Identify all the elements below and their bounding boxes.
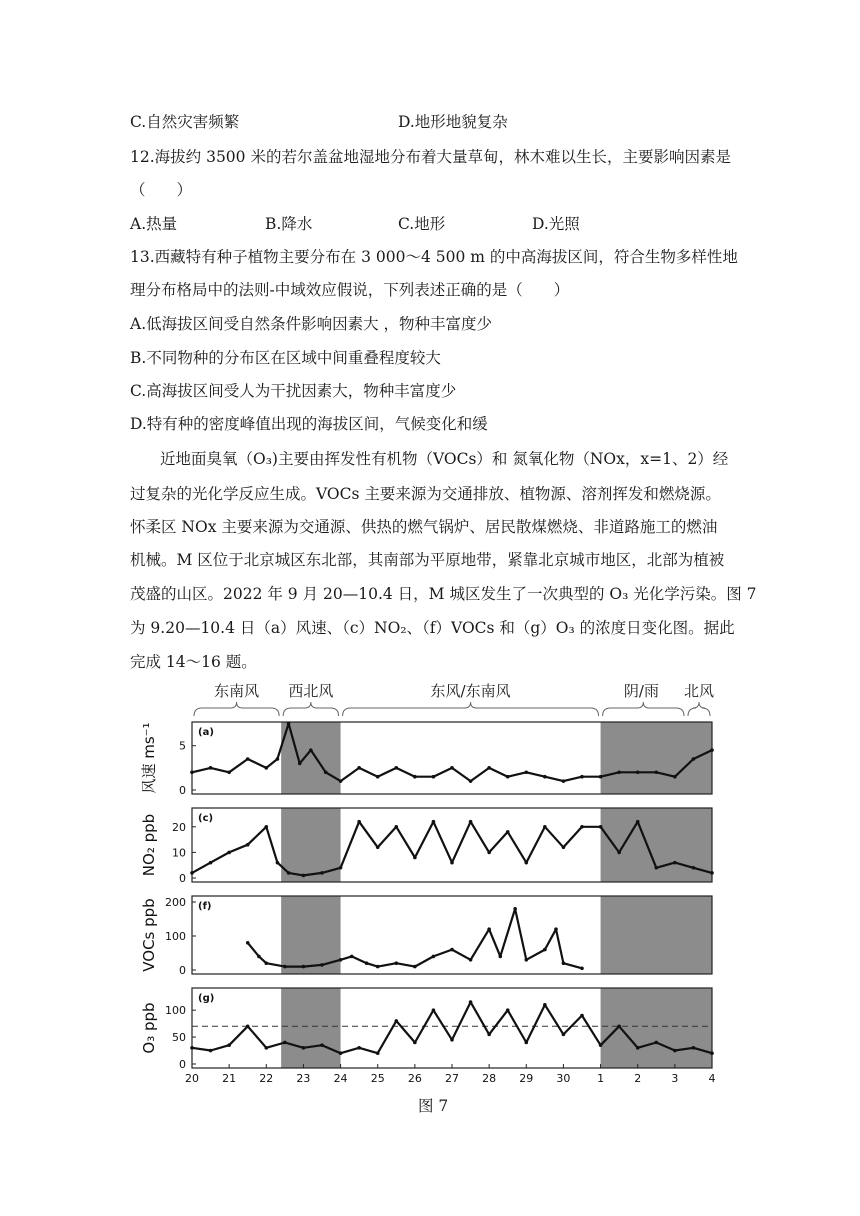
data-point [264,1046,268,1050]
x-tick-label: 20 [185,1072,199,1085]
data-point [469,820,473,824]
panel-tag: (g) [198,993,215,1004]
data-point [469,1000,473,1004]
data-point [339,1051,343,1055]
data-point [276,757,280,761]
data-point [264,961,268,965]
data-point [673,775,677,779]
data-point [227,770,231,774]
data-point [302,874,306,878]
data-point [654,1041,658,1045]
wind-brace [343,702,599,716]
data-point [432,820,436,824]
figure-7-chart [140,676,730,1086]
data-point [710,871,714,875]
data-point [450,861,454,865]
figure-caption: 图 7 [418,1097,449,1115]
x-tick-label: 26 [407,1072,422,1085]
data-point [513,907,517,911]
x-tick-label: 30 [556,1072,571,1085]
data-point [394,825,398,829]
data-point [357,766,361,770]
y-axis-label: O₃ ppb [140,1002,158,1054]
option-c-13: C.高海拔区间受人为干扰因素大，物种丰富度少 [130,382,457,400]
data-point [543,948,547,952]
data-point [283,965,287,969]
y-tick-label: 100 [165,930,186,943]
y-tick-label: 0 [179,1058,186,1071]
data-point [394,961,398,965]
x-tick-label: 28 [482,1072,497,1085]
data-point [487,1033,491,1037]
data-point [413,1041,417,1045]
data-point [246,843,250,847]
option-b-13: B.不同物种的分布区在区域中间重叠程度较大 [130,349,441,367]
question-13: 13.西藏特有种子植物主要分布在 3 000～4 500 m 的中高海拔区间，符合生物多样性地 [130,248,738,266]
x-tick-label: 1 [597,1072,605,1085]
y-tick-label: 0 [179,964,186,977]
y-axis-label: NO₂ ppb [140,813,158,877]
wind-direction-label: 西北风 [288,682,334,700]
option-d-12: D.光照 [532,215,580,233]
data-point [710,1051,714,1055]
data-point [673,861,677,865]
data-point [673,1049,677,1053]
data-point [339,866,343,870]
question-13-cont: 理分布格局中的法则-中域效应假说，下列表述正确的是（ ） [130,281,570,299]
data-point [524,1041,528,1045]
data-point [365,961,369,965]
option-c-12: C.地形 [398,215,446,233]
data-point [506,775,510,779]
data-point [287,871,291,875]
data-point [209,1049,213,1053]
data-point [339,958,343,962]
data-point [692,866,696,870]
panel-tag: (f) [198,901,212,912]
data-point [580,775,584,779]
data-point [320,871,324,875]
data-point [487,766,491,770]
wind-brace [603,702,684,716]
data-point [394,766,398,770]
x-tick-label: 3 [671,1072,679,1085]
data-point [487,851,491,855]
option-b-12: B.降水 [265,215,313,233]
option-d-13: D.特有种的密度峰值出现的海拔区间，气候变化和缓 [130,415,488,433]
wind-direction-label: 北风 [683,682,715,700]
data-point [190,871,194,875]
data-point [309,748,313,752]
data-point [190,770,194,774]
data-point [227,1043,231,1047]
data-point [350,955,354,959]
data-point [376,775,380,779]
data-point [450,766,454,770]
data-point [298,762,302,766]
y-axis-label: VOCs ppb [140,898,158,972]
data-point [413,965,417,969]
y-tick-label: 100 [165,1004,186,1018]
passage-line-5: 茂盛的山区。2022 年 9 月 20—10.4 日，M 城区发生了一次典型的 O₃ 光化学污染。图 7 [130,585,757,603]
x-tick-label: 4 [708,1072,716,1085]
option-a-13: A.低海拔区间受自然条件影响因素大 ，物种丰富度少 [130,315,493,333]
y-tick-label: 50 [172,1031,186,1045]
y-tick-label: 5 [179,739,186,753]
data-point [562,845,566,849]
data-point [357,1046,361,1050]
wind-direction-label: 东南风 [214,682,260,700]
data-point [654,770,658,774]
data-point [376,845,380,849]
data-point [636,770,640,774]
data-point [246,757,250,761]
x-tick-label: 24 [333,1072,348,1085]
data-point [257,955,261,959]
data-point [524,770,528,774]
passage-line-3: 怀柔区 NOx 主要来源为交通源、供热的燃气锅炉、居民散煤燃烧、非道路施工的燃油 [130,518,718,536]
data-point [264,825,268,829]
data-point [320,1043,324,1047]
data-point [357,820,361,824]
passage-line-4: 机械。M 区位于北京城区东北部，其南部为平原地带，紧靠北京城市地区，北部为植被 [130,551,725,569]
question-12-bracket: （ ） [130,181,193,199]
data-point [376,965,380,969]
data-point [524,958,528,962]
data-point [276,861,280,865]
data-point [562,779,566,783]
shaded-period [601,808,712,882]
option-d-11: D.地形地貌复杂 [398,113,508,131]
data-point [599,1043,603,1047]
option-a-12: A.热量 [130,215,178,233]
passage-line-1: 近地面臭氧（O₃)主要由挥发性有机物（VOCs）和 氮氧化物（NOx，x=1、2）经 [160,450,729,468]
data-point [506,830,510,834]
data-point [543,825,547,829]
data-point [209,861,213,865]
data-point [692,757,696,761]
shaded-period [281,988,340,1068]
option-c-11: C.自然灾害频繁 [130,113,240,131]
data-point [617,1025,621,1029]
question-12: 12.海拔约 3500 米的若尔盖盆地湿地分布着大量草甸，林木难以生长，主要影响因素是 [130,148,731,166]
data-point [302,1046,306,1050]
data-point [554,927,558,931]
data-point [692,1046,696,1050]
x-tick-label: 29 [519,1072,534,1085]
data-point [524,861,528,865]
data-point [487,927,491,931]
data-point [209,766,213,770]
data-point [450,948,454,952]
x-tick-label: 2 [634,1072,642,1085]
data-point [450,1038,454,1042]
y-tick-label: 10 [172,846,186,860]
y-tick-label: 0 [179,784,186,797]
x-tick-label: 25 [370,1072,385,1085]
y-tick-label: 200 [165,896,186,909]
y-axis-label: 风速 ms⁻¹ [140,722,158,794]
y-tick-label: 20 [172,820,186,834]
data-point [324,770,328,774]
data-point [413,856,417,860]
data-point [562,1033,566,1037]
panel-tag: (a) [198,727,214,738]
data-point [710,748,714,752]
data-point [413,775,417,779]
data-point [654,866,658,870]
data-point [394,1019,398,1023]
passage-line-7: 完成 14～16 题。 [130,653,257,671]
data-point [432,775,436,779]
data-point [599,775,603,779]
wind-brace [688,702,710,716]
wind-brace [283,702,338,716]
data-point [617,770,621,774]
data-point [636,1046,640,1050]
data-point [264,766,268,770]
data-point [599,825,603,829]
data-point [302,965,306,969]
data-point [432,1008,436,1012]
data-point [287,722,291,726]
data-point [469,958,473,962]
data-point [580,825,584,829]
data-point [432,955,436,959]
data-point [498,955,502,959]
wind-direction-label: 东风/东南风 [430,682,511,700]
data-point [246,1025,250,1029]
x-tick-label: 21 [222,1072,237,1085]
panel-tag: (c) [198,813,214,824]
data-point [227,851,231,855]
data-point [320,963,324,967]
x-tick-label: 23 [296,1072,311,1085]
data-point [580,967,584,971]
data-point [469,779,473,783]
data-point [543,1003,547,1007]
data-point [283,1041,287,1045]
shaded-period [601,896,712,974]
x-tick-label: 22 [259,1072,274,1085]
passage-line-6: 为 9.20—10.4 日（a）风速、（c）NO₂、（f）VOCs 和（g）O₃ 的浓度日变化图。据此 [130,619,735,637]
data-point [246,941,250,945]
data-point [506,1008,510,1012]
data-point [376,1051,380,1055]
data-point [617,851,621,855]
wind-direction-label: 阴/雨 [623,682,659,700]
passage-line-2: 过复杂的光化学反应生成。VOCs 主要来源为交通排放、植物源、溶剂挥发和燃烧源。 [130,485,721,503]
data-point [190,1046,194,1050]
wind-brace [194,702,279,716]
data-point [339,779,343,783]
data-point [562,961,566,965]
data-point [636,820,640,824]
x-tick-label: 27 [445,1072,459,1085]
y-tick-label: 0 [179,872,186,885]
data-point [543,775,547,779]
data-point [580,1014,584,1018]
